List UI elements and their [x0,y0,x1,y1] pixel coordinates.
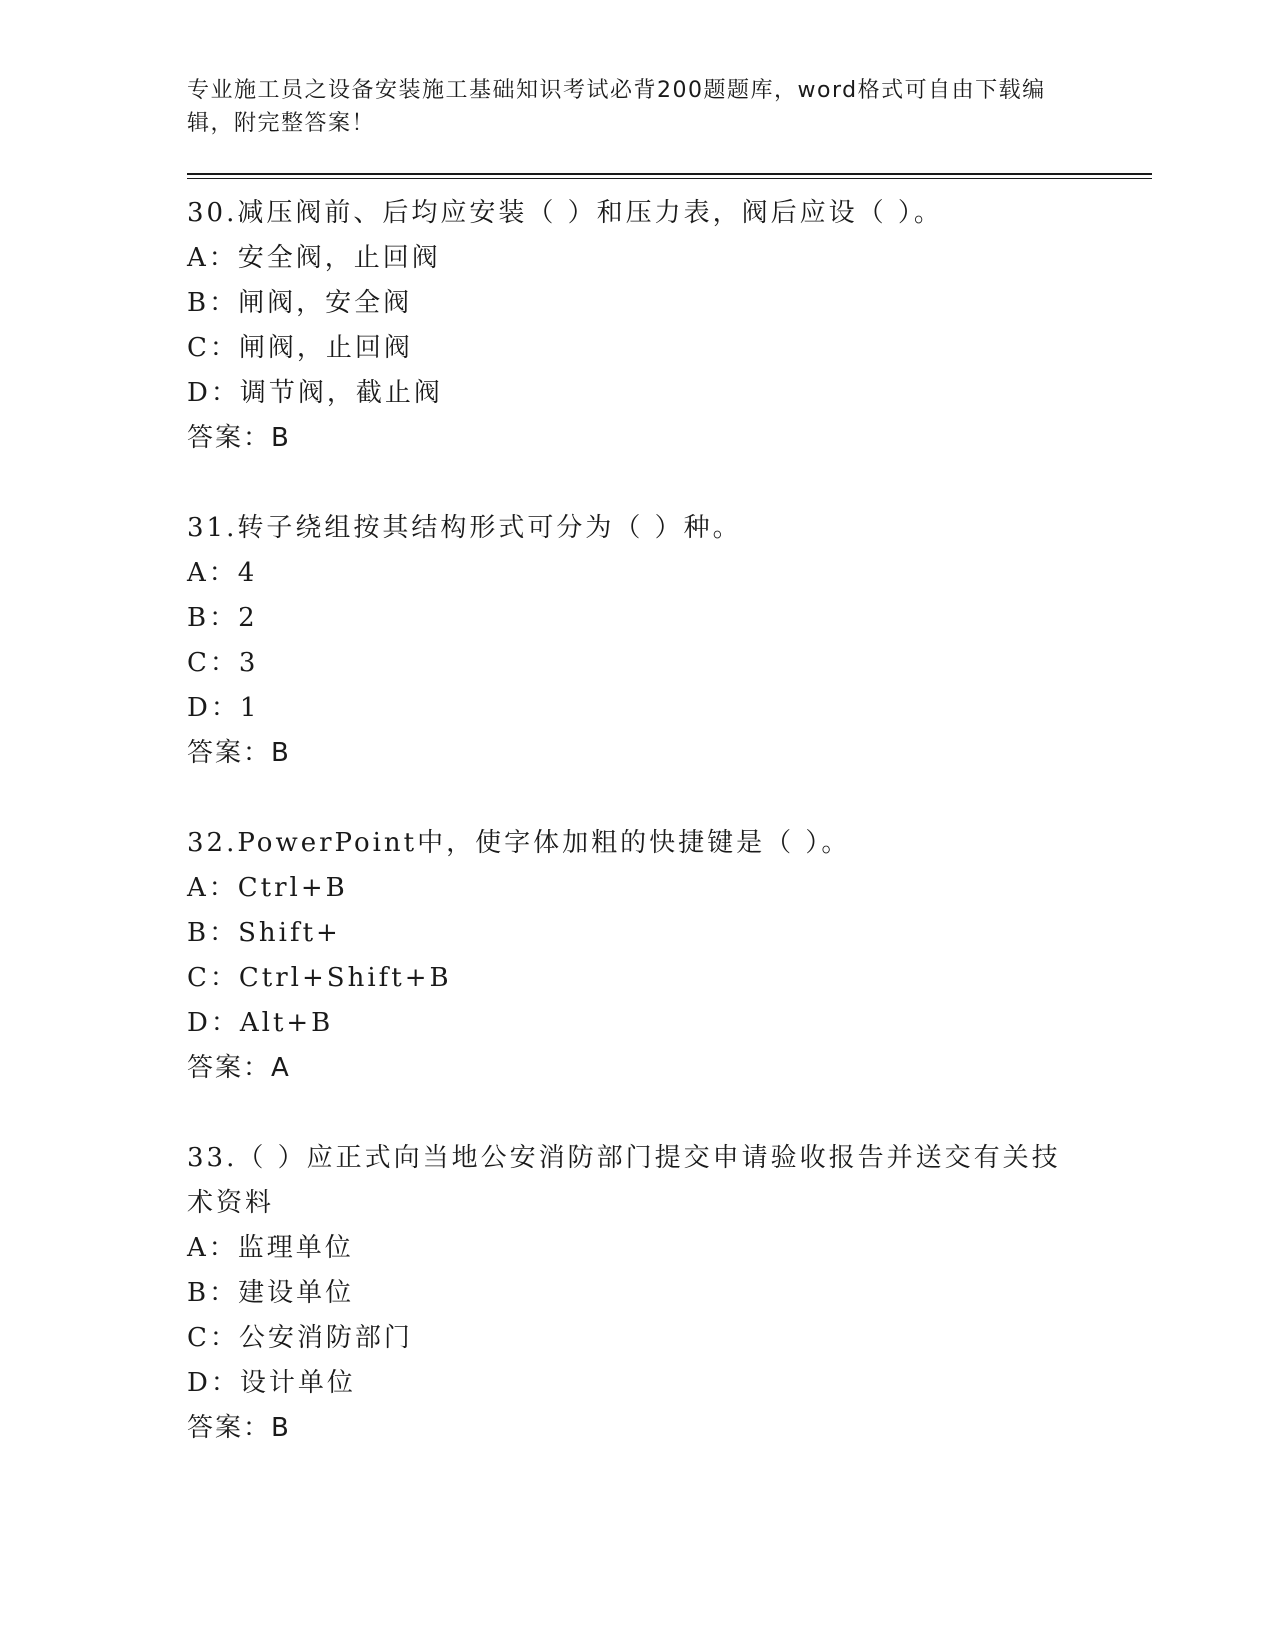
answer-line: 答案：B [187,1413,291,1443]
option-text: 1 [239,693,260,723]
option-key: A： [187,873,238,903]
option-key: A： [187,558,238,588]
document-page [187,74,1152,1496]
option-text: 安全阀，止回阀 [237,243,441,273]
answer-line: 答案：A [187,1053,291,1083]
question-stem: 32.PowerPoint中，使字体加粗的快捷键是（ ）。 [187,828,851,858]
question-list [187,191,1152,1451]
option-a [187,866,1152,911]
option-text: 闸阀，止回阀 [238,333,413,363]
option-key: B： [187,1278,239,1308]
option-text: Alt+B [239,1008,334,1038]
option-text: Ctrl+Shift+B [238,963,452,993]
option-text: 调节阀，截止阀 [239,378,443,408]
document-header: 专业施工员之设备安装施工基础知识考试必背200题题库，word格式可自由下载编辑，附完整答案！ [187,78,1046,136]
option-key: C： [187,333,239,363]
option-key: D： [187,693,240,723]
option-text: 3 [238,648,259,678]
option-c [187,1316,1152,1361]
option-d [187,686,1152,731]
option-a [187,1226,1152,1271]
option-key: D： [187,1008,240,1038]
option-text: Shift+ [238,918,341,948]
option-key: C： [187,648,239,678]
option-b [187,911,1152,956]
option-key: B： [187,918,239,948]
option-d [187,1001,1152,1046]
question-stem: 33.（ ）应正式向当地公安消防部门提交申请验收报告并送交有关技术资料 [187,1143,1061,1218]
option-text: 监理单位 [237,1233,354,1263]
option-key: D： [187,1368,240,1398]
option-key: C： [187,963,239,993]
option-key: B： [187,603,239,633]
option-b [187,281,1152,326]
option-b [187,1271,1152,1316]
question-32 [187,821,1152,1091]
option-key: A： [187,1233,238,1263]
question-stem: 30.减压阀前、后均应安装（ ）和压力表，阀后应设（ ）。 [187,198,943,228]
option-key: D： [187,378,240,408]
option-c [187,641,1152,686]
answer-line: 答案：B [187,738,291,768]
option-text: 公安消防部门 [238,1323,413,1353]
question-30 [187,191,1152,461]
answer-line: 答案：B [187,423,291,453]
question-31 [187,506,1152,776]
option-d [187,1361,1152,1406]
option-key: A： [187,243,238,273]
option-text: Ctrl+B [237,873,348,903]
option-d [187,371,1152,416]
option-c [187,326,1152,371]
option-b [187,596,1152,641]
question-stem: 31.转子绕组按其结构形式可分为（ ）种。 [187,513,742,543]
option-text: 闸阀，安全阀 [238,288,413,318]
header-divider-inner [187,178,1152,179]
question-33 [187,1136,1152,1451]
option-text: 设计单位 [239,1368,356,1398]
option-a [187,236,1152,281]
option-key: C： [187,1323,239,1353]
option-c [187,956,1152,1001]
option-a [187,551,1152,596]
option-text: 2 [238,603,258,633]
option-key: B： [187,288,239,318]
option-text: 4 [237,558,258,588]
header-divider [187,173,1152,179]
option-text: 建设单位 [238,1278,355,1308]
